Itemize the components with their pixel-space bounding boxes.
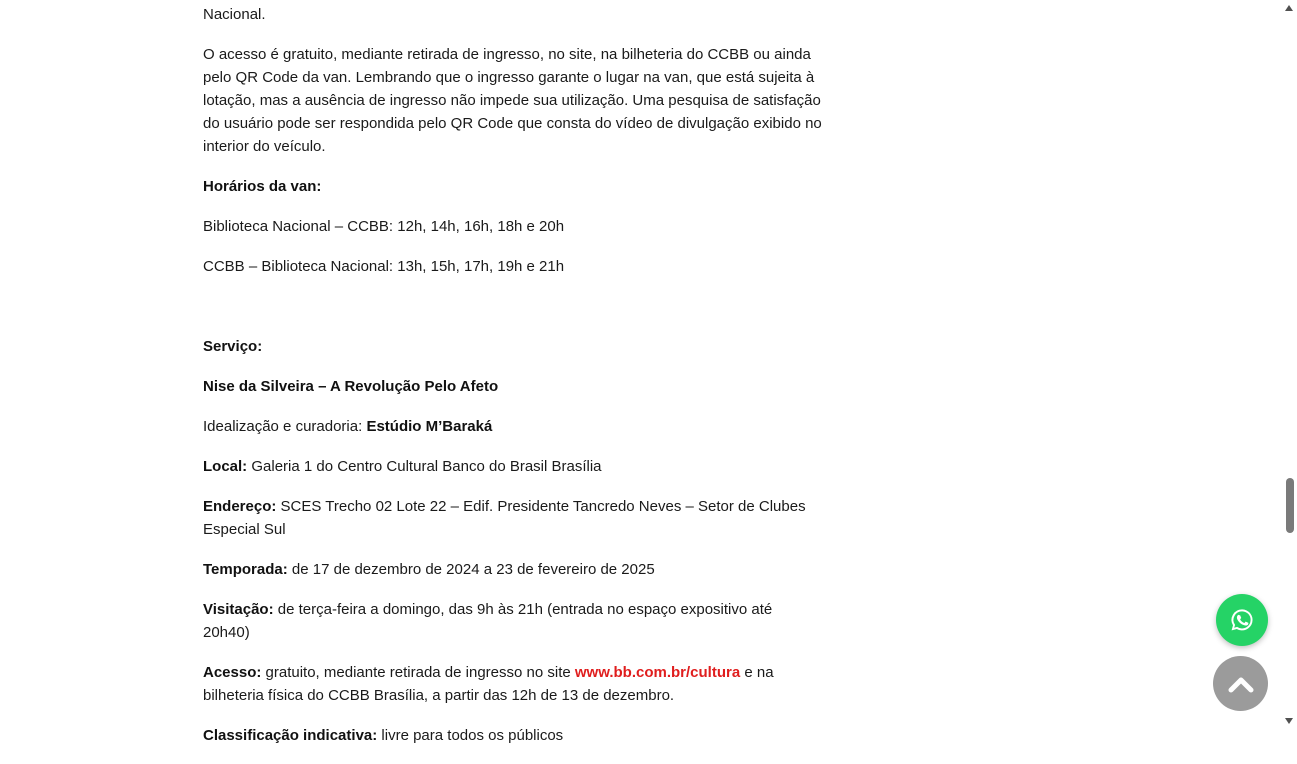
visitacao-line bbox=[203, 598, 823, 644]
curadoria-line bbox=[203, 415, 823, 438]
paragraph-nacional: Nacional. bbox=[203, 6, 266, 23]
back-to-top-button[interactable] bbox=[1213, 656, 1268, 711]
scroll-down-arrow-icon[interactable] bbox=[1285, 718, 1293, 724]
chevron-up-icon bbox=[1228, 674, 1254, 694]
endereco-label: Endereço: bbox=[203, 498, 277, 515]
curadoria-value: Estúdio M’Baraká bbox=[366, 418, 493, 435]
vertical-scrollbar[interactable] bbox=[1283, 0, 1297, 729]
acesso-value-pre: gratuito, mediante retirada de ingresso no site bbox=[261, 664, 575, 681]
temporada-value: de 17 de dezembro de 2024 a 23 de fevereiro de 2025 bbox=[287, 561, 655, 578]
horarios-heading bbox=[203, 175, 823, 198]
scrollbar-thumb[interactable] bbox=[1286, 478, 1294, 533]
acesso-label: Acesso: bbox=[203, 664, 262, 681]
horario-biblioteca-ccbb: Biblioteca Nacional – CCBB: 12h, 14h, 16h, 18h e 20h bbox=[203, 218, 565, 235]
classificacao-value: livre para todos os públicos bbox=[377, 727, 564, 744]
acesso-value-post: e na bilheteria física do CCBB Brasília, a partir das 12h de 13 de dezembro. bbox=[203, 664, 774, 704]
endereco-line bbox=[203, 495, 823, 541]
local-label: Local: bbox=[203, 458, 248, 475]
spacer bbox=[203, 295, 823, 335]
visitacao-value: de terça-feira a domingo, das 9h às 21h (entrada no espaço expositivo até 20h40) bbox=[203, 601, 773, 641]
exhibition-title bbox=[203, 375, 823, 398]
servico-heading bbox=[203, 335, 823, 358]
visitacao-label: Visitação: bbox=[203, 601, 274, 618]
horario-ccbb-biblioteca: CCBB – Biblioteca Nacional: 13h, 15h, 17h, 19h e 21h bbox=[203, 258, 565, 275]
article-content bbox=[203, 3, 823, 764]
horarios-heading-text: Horários da van: bbox=[203, 178, 322, 195]
acesso-line bbox=[203, 661, 823, 707]
whatsapp-button[interactable] bbox=[1216, 594, 1268, 646]
classificacao-line bbox=[203, 724, 823, 747]
classificacao-label: Classificação indicativa: bbox=[203, 727, 378, 744]
whatsapp-icon bbox=[1229, 607, 1255, 633]
scroll-up-arrow-icon[interactable] bbox=[1285, 5, 1293, 11]
endereco-value: SCES Trecho 02 Lote 22 – Edif. Presidente Tancredo Neves – Setor de Clubes Especial Sul bbox=[203, 498, 806, 538]
exhibition-title-text: Nise da Silveira – A Revolução Pelo Afeto bbox=[203, 378, 499, 395]
temporada-line bbox=[203, 558, 823, 581]
paragraph-acesso-van: O acesso é gratuito, mediante retirada de ingresso, no site, na bilheteria do CCBB ou ainda pelo QR Code da van. Lembrando que o ingresso garante o lugar na van, que está sujeita à lotação, mas a ausência de ingresso não impede sua utilização. Uma pesquisa de satisfação do usuário pode ser respondida pelo QR Code que consta do vídeo de divulgação exibido no interior do veículo. bbox=[203, 46, 822, 155]
curadoria-label: Idealização e curadoria: bbox=[203, 418, 367, 435]
temporada-label: Temporada: bbox=[203, 561, 288, 578]
local-line bbox=[203, 455, 823, 478]
local-value: Galeria 1 do Centro Cultural Banco do Brasil Brasília bbox=[247, 458, 602, 475]
cultura-site-link[interactable]: www.bb.com.br/cultura bbox=[574, 664, 741, 681]
servico-heading-text: Serviço: bbox=[203, 338, 263, 355]
